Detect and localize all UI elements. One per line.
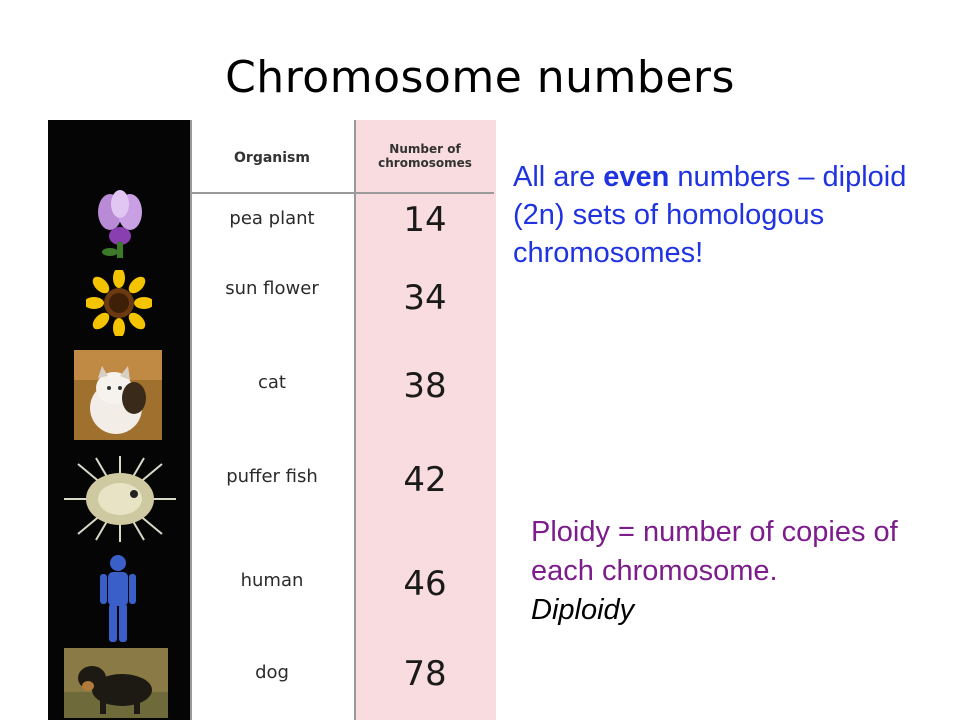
row-organism: human [240, 570, 304, 591]
row-chromosome-number: 34 [403, 278, 447, 318]
ploidy-definition-note [531, 513, 931, 630]
row-organism: puffer fish [226, 466, 318, 487]
row-organism: cat [258, 372, 286, 393]
row-chromosome-number: 42 [403, 460, 447, 500]
row-chromosome-number: 78 [403, 654, 447, 694]
orchid-flower-icon [88, 190, 152, 260]
even-numbers-note [513, 158, 943, 272]
row-organism: sun flower [225, 278, 319, 299]
note1-lead-text: All are [513, 161, 604, 193]
row-chromosome-number: 14 [403, 200, 447, 240]
cat-photo-icon [74, 350, 162, 440]
header-organism: Organism [234, 150, 310, 166]
chromosome-table [48, 120, 494, 720]
note2-text: Ploidy = number of copies of each chromosome. [531, 516, 898, 587]
dog-photo-icon [64, 648, 168, 718]
header-divider [190, 192, 494, 194]
row-chromosome-number: 38 [403, 366, 447, 406]
header-number-of-chromosomes: Number of chromosomes [378, 142, 472, 170]
row-organism: pea plant [229, 208, 315, 229]
icon-column [48, 120, 190, 720]
row-organism: dog [255, 662, 289, 683]
note2-term: Diploidy [531, 594, 635, 626]
sunflower-icon [86, 270, 152, 336]
note1-rest-text: numbers – diploid (2n) sets of homologous chromosomes! [513, 161, 907, 269]
puffer-fish-icon [60, 454, 180, 544]
human-figure-icon [98, 554, 138, 644]
note1-emphasis: even [603, 161, 670, 193]
slide-title: Chromosome numbers [225, 52, 735, 103]
row-chromosome-number: 46 [403, 564, 447, 604]
